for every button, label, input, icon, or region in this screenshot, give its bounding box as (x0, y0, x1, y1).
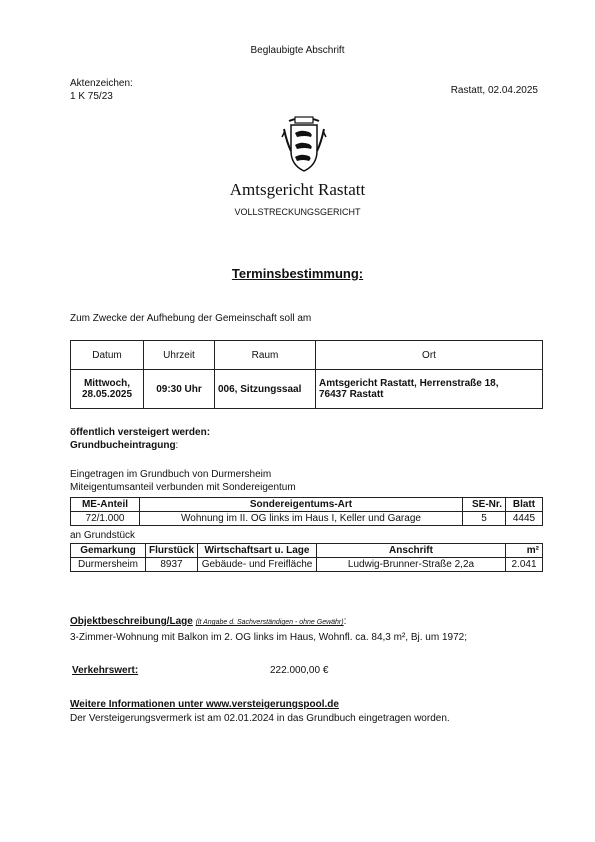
cell-area: 2.041 (506, 558, 543, 572)
court-department: VOLLSTRECKUNGSGERICHT (234, 207, 361, 217)
object-note: (lt Angabe d. Sachverständigen - ohne Gewähr) (195, 619, 344, 626)
appointment-date (71, 370, 144, 409)
land-register-colon: : (175, 440, 179, 451)
appointment-place (316, 370, 543, 409)
cell-share: 72/1.000 (71, 512, 140, 526)
cell-special-ownership: Wohnung im II. OG links im Haus I, Keller und Garage (140, 512, 463, 526)
col-area: m² (506, 544, 543, 558)
appointment-room: 006, Sitzungssaal (215, 370, 316, 409)
property-label: an Grundstück (70, 530, 136, 541)
place-date: Rastatt, 02.04.2025 (450, 85, 538, 96)
place-line2: 76437 Rastatt (319, 389, 384, 400)
registered-in: Eingetragen im Grundbuch von Durmersheim (70, 469, 272, 480)
col-time: Uhrzeit (144, 341, 215, 370)
cell-sheet: 4445 (506, 512, 543, 526)
co-ownership: Miteigentumsanteil verbunden mit Sondereigentum (70, 482, 296, 493)
intro-text: Zum Zwecke der Aufhebung der Gemeinschaft soll am (70, 313, 312, 324)
appointment-time: 09:30 Uhr (144, 370, 215, 409)
col-parcel: Flurstück (146, 544, 198, 558)
col-use: Wirtschaftsart u. Lage (198, 544, 317, 558)
place-line1: Amtsgericht Rastatt, Herrenstraße 18, (319, 378, 499, 389)
cell-address: Ludwig-Brunner-Straße 2,2a (317, 558, 506, 572)
coat-of-arms-icon (281, 115, 327, 175)
court-name: Amtsgericht Rastatt (229, 180, 366, 199)
file-reference: 1 K 75/23 (70, 91, 113, 102)
cell-parcel: 8937 (146, 558, 198, 572)
object-colon: : (343, 616, 347, 627)
col-address: Anschrift (317, 544, 506, 558)
table-row (71, 558, 543, 572)
more-info-link[interactable]: Weitere Informationen unter www.versteigerungspool.de (70, 699, 339, 710)
col-room: Raum (215, 341, 316, 370)
col-share: ME-Anteil (71, 498, 140, 512)
appointment-table (70, 340, 543, 409)
final-note: Der Versteigerungsvermerk ist am 02.01.2024 in das Grundbuch eingetragen worden. (70, 713, 450, 724)
date-value: 28.05.2025 (81, 389, 133, 400)
date-weekday: Mittwoch, (83, 378, 131, 389)
cell-use: Gebäude- und Freifläche (198, 558, 317, 572)
object-heading (70, 616, 346, 627)
col-se-nr: SE-Nr. (463, 498, 506, 512)
col-place: Ort (316, 341, 543, 370)
table-row (71, 512, 543, 526)
object-heading-label: Objektbeschreibung/Lage (70, 616, 193, 627)
col-district: Gemarkung (71, 544, 146, 558)
page-title: Terminsbestimmung: (231, 266, 364, 281)
object-description: 3-Zimmer-Wohnung mit Balkon im 2. OG links im Haus, Wohnfl. ca. 84,3 m², Bj. um 1972; (70, 632, 467, 643)
col-sheet: Blatt (506, 498, 543, 512)
market-value-label: Verkehrswert: (72, 665, 139, 676)
col-special-ownership: Sondereigentums-Art (140, 498, 463, 512)
property-table (70, 543, 543, 572)
file-reference-label: Aktenzeichen: (70, 78, 133, 89)
market-value: 222.000,00 € (270, 665, 329, 676)
col-date: Datum (71, 341, 144, 370)
auction-text: öffentlich versteigert werden: (70, 427, 211, 438)
cell-se-nr: 5 (463, 512, 506, 526)
land-register-heading (70, 440, 178, 451)
ownership-table (70, 497, 543, 526)
cell-district: Durmersheim (71, 558, 146, 572)
copy-label: Beglaubigte Abschrift (250, 45, 345, 56)
land-register-label: Grundbucheintragung (70, 440, 176, 451)
